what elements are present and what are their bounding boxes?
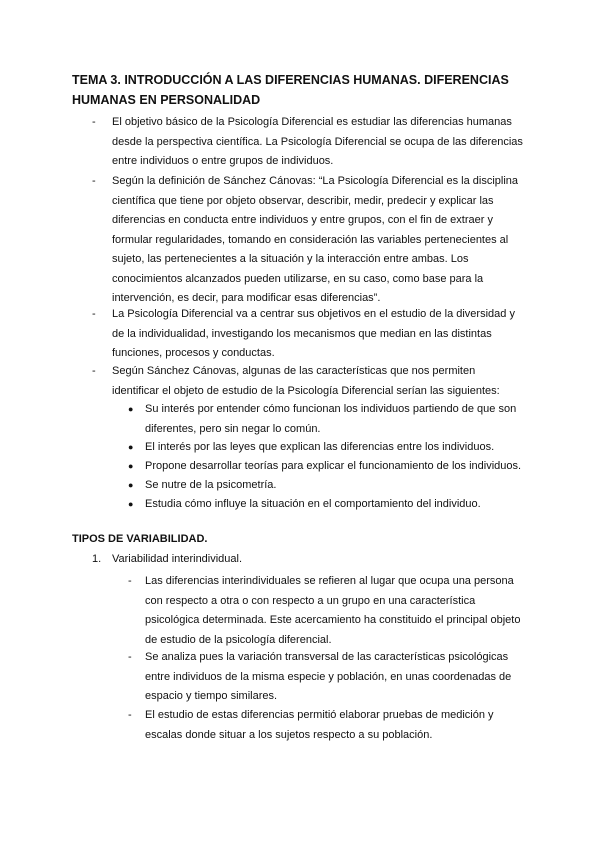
intro-item-characteristics: Según Sánchez Cánovas, algunas de las características que nos permiten identificar el objeto de estudio de la Psicología Diferencial serían las siguientes: [112, 365, 500, 397]
characteristic-item: Su interés por entender cómo funcionan los individuos partiendo de que son diferentes, pero sin negar lo común. [145, 403, 517, 435]
dash-marker: - [128, 575, 132, 587]
intro-item-objective: El objetivo básico de la Psicología Diferencial es estudiar las diferencias humanas desde la perspectiva científica. La Psicología Diferencial se ocupa de las diferencias entre individuos o entre grupos de individuos. [112, 116, 523, 167]
intro-item-objectives: La Psicología Diferencial va a centrar sus objetivos en el estudio de la diversidad y de la individualidad, investigando los mecanismos que median en las distintas funciones, procesos y conductas. [112, 308, 515, 359]
characteristic-item: Estudia cómo influye la situación en el comportamiento del individuo. [145, 498, 481, 510]
bullet-marker: ● [128, 499, 134, 509]
page-title: TEMA 3. INTRODUCCIÓN A LAS DIFERENCIAS HUMANAS. DIFERENCIAS HUMANAS EN PERSONALIDAD [72, 73, 509, 107]
interindividual-item: El estudio de estas diferencias permitió elaborar pruebas de medición y escalas donde situar a los sujetos respecto a su población. [145, 709, 494, 741]
characteristic-item: Propone desarrollar teorías para explicar el funcionamiento de los individuos. [145, 460, 522, 472]
dash-marker: - [128, 709, 132, 721]
bullet-marker: ● [128, 461, 134, 471]
bullet-marker: ● [128, 404, 134, 414]
interindividual-item: Se analiza pues la variación transversal de las características psicológicas entre individuos de la misma especie y población, en unas coordenadas de espacio y tiempo similares. [145, 651, 512, 702]
intro-item-definition: Según la definición de Sánchez Cánovas: “La Psicología Diferencial es la disciplina científica que tiene por objeto observar, describir, medir, predecir y explicar las diferencias en conducta entre individuos y entre grupos, con el fin de extraer y formular regularidades, tomando en consideración las variables pertenecientes al sujeto, las pertenecientes a la situación y la interacción entre ambas. Los conocimientos alcanzados pueden utilizarse, en su caso, como base para la intervención, es decir, para modificar esas diferencias”. [112, 175, 519, 304]
bullet-marker: ● [128, 442, 134, 452]
dash-marker: - [128, 651, 132, 663]
characteristic-item: El interés por las leyes que explican las diferencias entre los individuos. [145, 441, 495, 453]
dash-marker: - [92, 308, 96, 320]
dash-marker: - [92, 365, 96, 377]
numbered-item-label: Variabilidad interindividual. [112, 553, 243, 565]
characteristic-item: Se nutre de la psicometría. [145, 479, 277, 491]
bullet-marker: ● [128, 480, 134, 490]
dash-marker: - [92, 116, 96, 128]
interindividual-item: Las diferencias interindividuales se refieren al lugar que ocupa una persona con respecto a otra o con respecto a un grupo en una característica psicológica determinada. Este acercamiento ha constituido el principal objeto de estudio de la psicología diferencial. [145, 575, 521, 646]
numbered-marker: 1. [92, 553, 102, 565]
section-heading: TIPOS DE VARIABILIDAD. [72, 533, 208, 545]
dash-marker: - [92, 175, 96, 187]
